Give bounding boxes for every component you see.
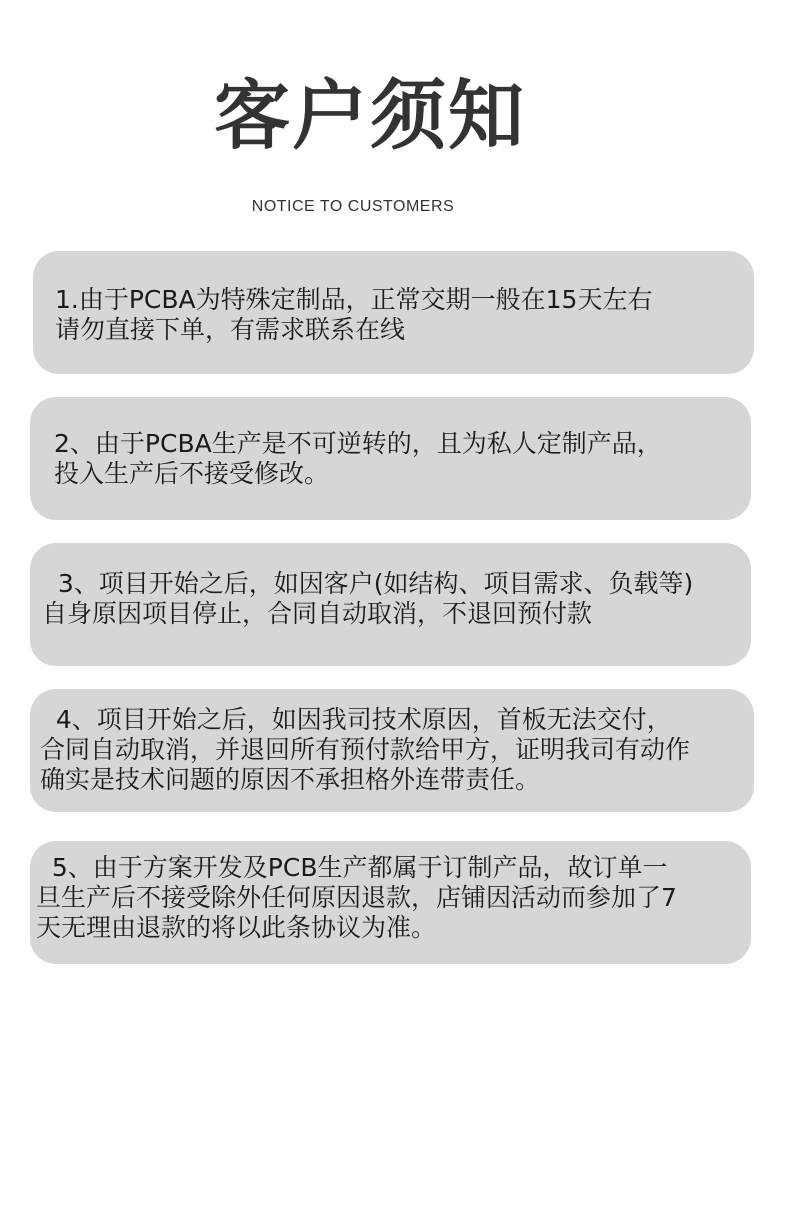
- notice-5-line-3: 天无理由退款的将以此条协议为准。: [36, 913, 437, 942]
- notice-4-line-2: 合同自动取消，并退回所有预付款给甲方，证明我司有动作: [40, 735, 691, 764]
- notice-2-line-1: 2、由于PCBA生产是不可逆转的，且为私人定制产品，: [54, 429, 662, 458]
- page-title: 客户须知: [214, 71, 526, 160]
- notice-5-line-2: 旦生产后不接受除外任何原因退款，店铺因活动而参加了7: [36, 883, 677, 912]
- notice-2-line-2: 投入生产后不接受修改。: [54, 459, 330, 488]
- notice-card-4: [30, 689, 754, 812]
- notice-1-line-1: 1.由于PCBA为特殊定制品，正常交期一般在15天左右: [55, 285, 653, 314]
- notice-1-line-2: 请勿直接下单，有需求联系在线: [55, 315, 406, 344]
- notice-card-5: [30, 841, 751, 964]
- notice-3-line-2: 自身原因项目停止，合同自动取消，不退回预付款: [42, 599, 593, 628]
- notice-4-line-3: 确实是技术问题的原因不承担格外连带责任。: [40, 765, 541, 794]
- notice-3-line-1: 3、项目开始之后，如因客户(如结构、项目需求、负载等): [42, 569, 694, 598]
- notice-5-line-1: 5、由于方案开发及PCB生产都属于订制产品，故订单一: [36, 853, 668, 882]
- notice-card-1: [33, 251, 754, 374]
- notice-card-2: [30, 397, 751, 520]
- notice-4-line-1: 4、项目开始之后，如因我司技术原因，首板无法交付，: [40, 705, 672, 734]
- notice-card-3: [30, 543, 751, 666]
- page-subtitle: NOTICE TO CUSTOMERS: [251, 198, 455, 215]
